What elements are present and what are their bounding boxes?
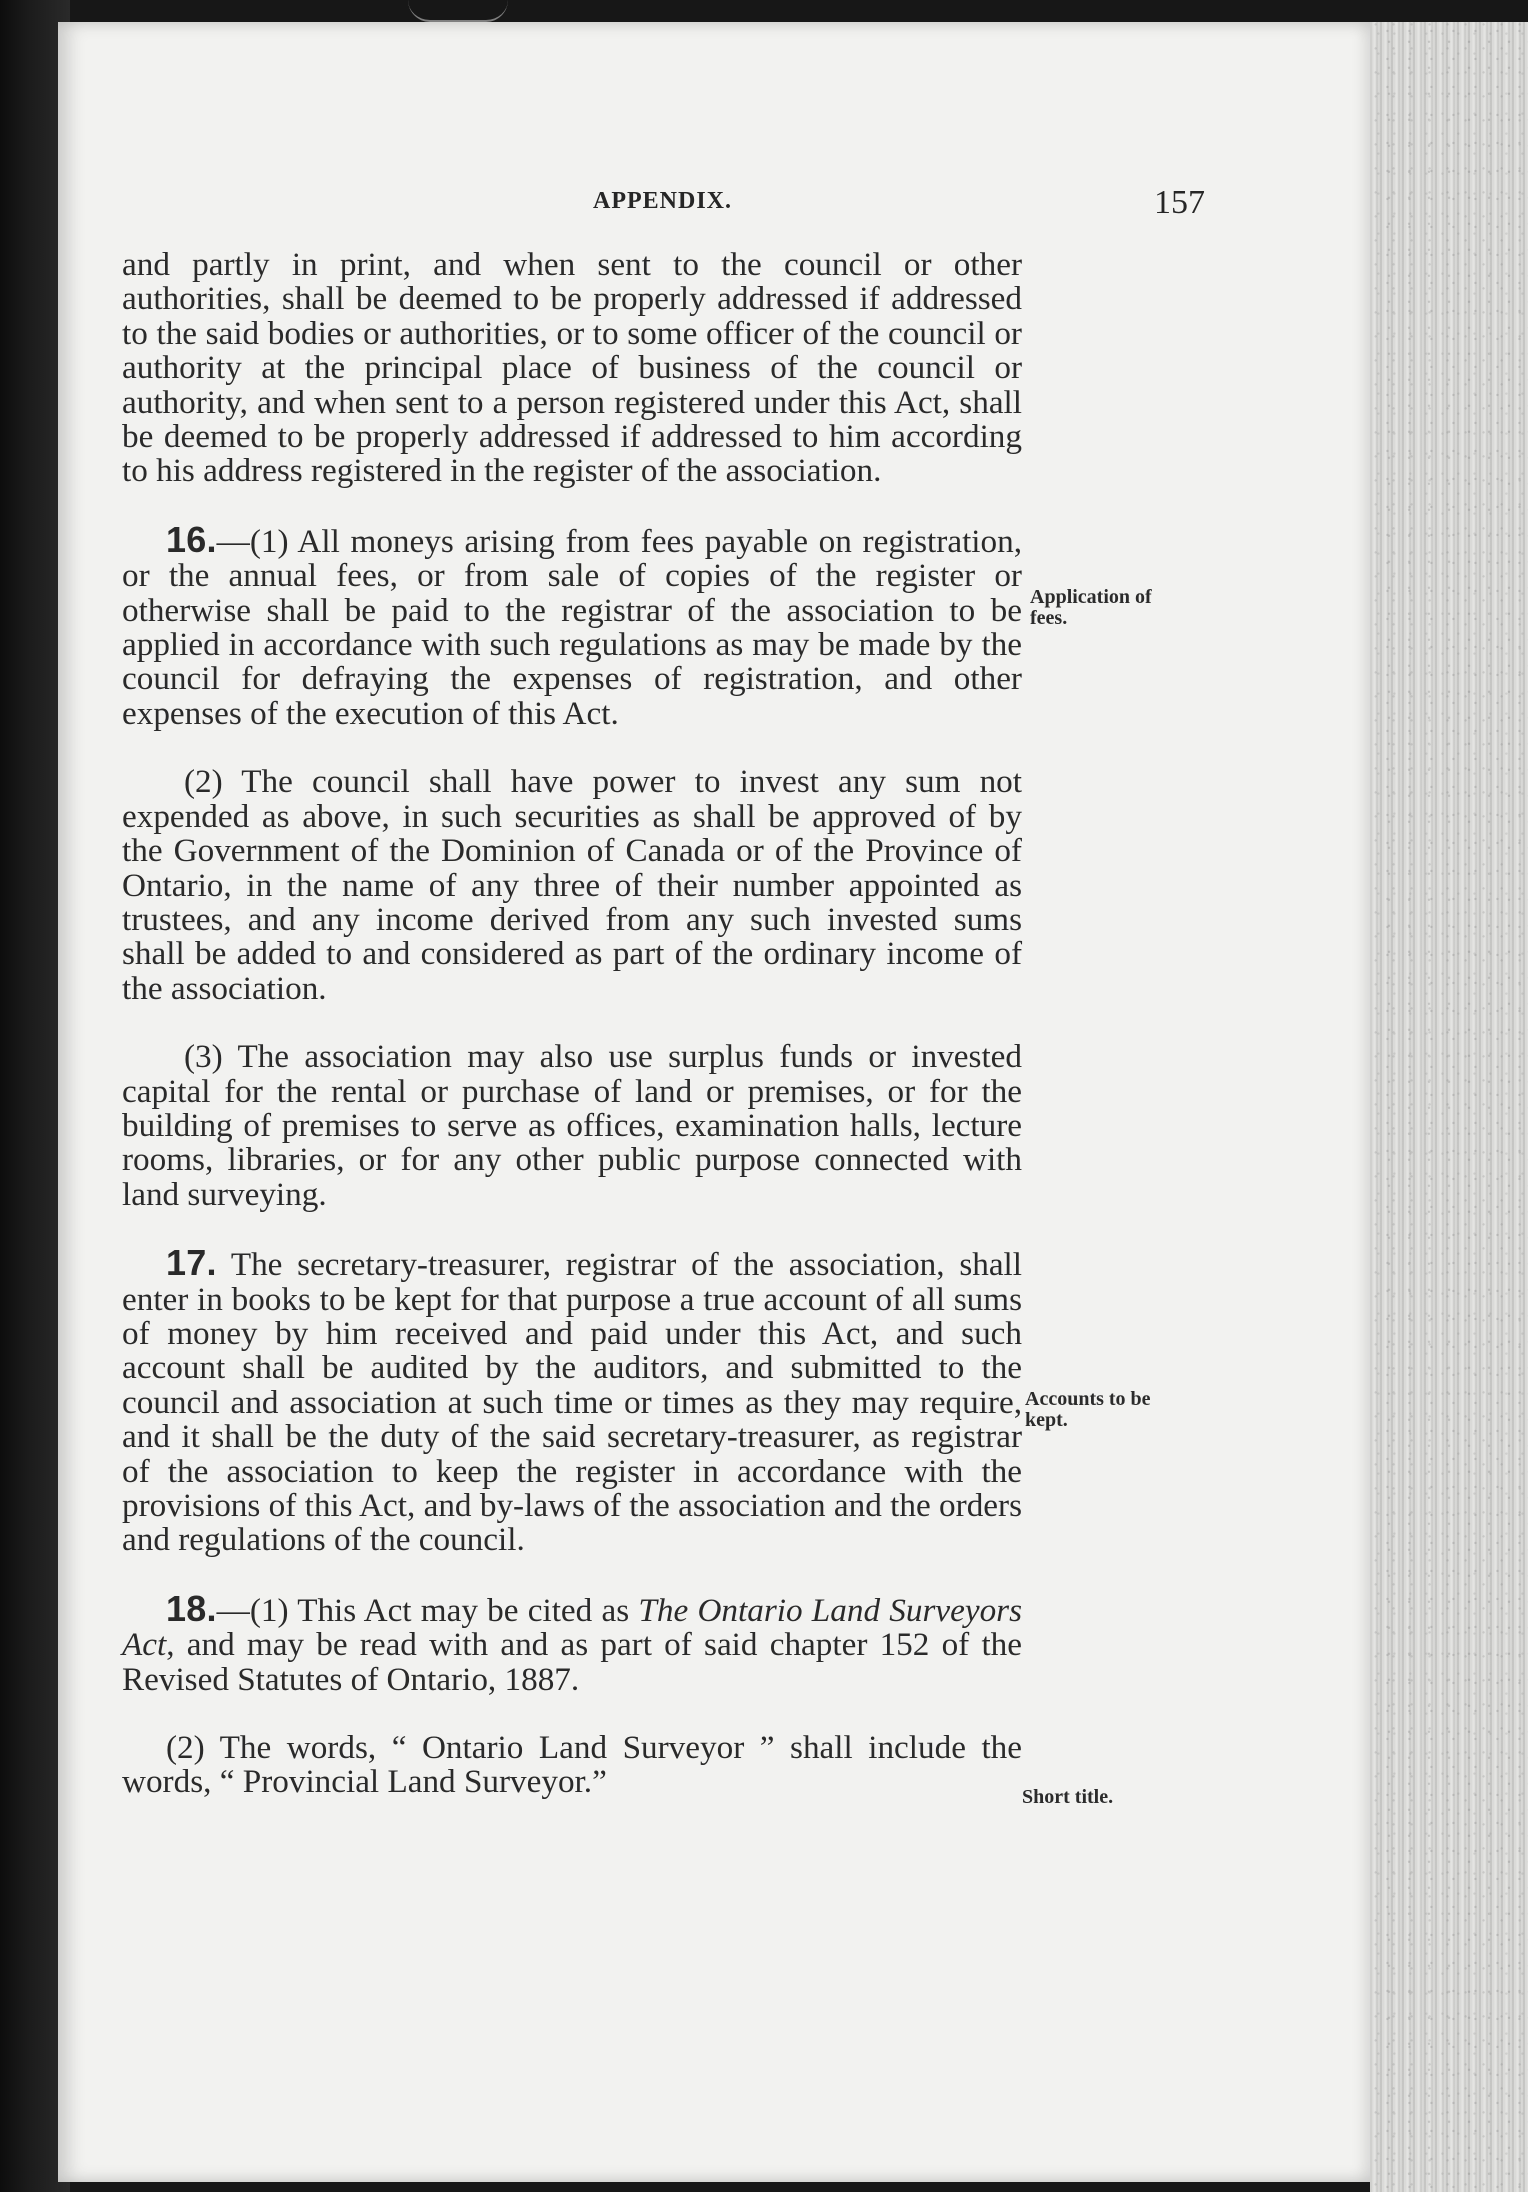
section-16-number: 16. xyxy=(166,518,217,560)
right-page-edges xyxy=(1370,22,1528,2192)
paragraph-1: and partly in print, and when sent to the council or other authorities, shall be deemed to be properly addressed if addressed to the said bodies or authorities, or to some officer of the council or authority at the principal place of business of the council or authority, and when sent to a person registered under this Act, shall be deemed to be properly addressed if addressed to him according to his address registered in the register of the association. xyxy=(122,246,1022,490)
page-header xyxy=(0,184,1528,228)
section-16-subsection-3: (3) The association may also use surplus funds or invested capital for the rental or purchase of land or premises, or for the building of premises to serve as offices, examination halls, lecture rooms, libraries, or for any other public purpose connected with land surveying. xyxy=(122,1038,1022,1213)
section-16-paragraph xyxy=(122,518,1022,732)
section-16-subsection-2: (2) The council shall have power to invest any sum not expended as above, in such securities as shall be approved of by the Government of the Dominion of Canada or of the Province of Ontario, in the name of any three of their number appointed as trustees, and any income derived from any such invested sums shall be added to and considered as part of the ordinary income of the association. xyxy=(122,763,1022,1007)
page-number: 157 xyxy=(1154,184,1205,221)
section-18-paragraph xyxy=(122,1587,1023,1698)
section-18-number: 18. xyxy=(166,1587,217,1629)
section-18-suffix: , and may be read with and as part of said chapter 152 of the Revised Statutes of Ontario, 1887. xyxy=(122,1626,1022,1698)
section-17-text: The secretary-treasurer, registrar of the association, shall enter in books to be kept for that purpose a true account of all sums of money by him received and paid under this Act, and such account shall be audited by the auditors, and submitted to the council and association at such time or times as they may require, and it shall be the duty of the said secretary-treasurer, as registrar of the association to keep the register in accordance with the provisions of this Act, and by-laws of the association and the orders and regulations of the council. xyxy=(122,1246,1022,1559)
section-17-number: 17. xyxy=(166,1242,217,1284)
page-edge-speckles xyxy=(1372,22,1528,2192)
main-text-column xyxy=(122,248,1022,1834)
section-18-prefix: —(1) This Act may be cited as xyxy=(216,1591,639,1629)
section-17-paragraph xyxy=(122,1242,1022,1559)
margin-note-application-of-fees: Application of fees. xyxy=(1030,586,1152,629)
section-16-text: —(1) All moneys arising from fees payable on registration, or the annual fees, or from sale of copies of the register or otherwise shall be paid to the registrar of the association to be applied in accordance with such regulations as may be made by the council for defraying the expenses of registration, and other expenses of the execution of this Act. xyxy=(122,522,1022,732)
section-18-italic-title: The Ontario Land Surveyors Act xyxy=(122,1591,1023,1664)
section-18-subsection-2: (2) The words, “ Ontario Land Surveyor ” shall include the words, “ Provincial Land Surveyor.” xyxy=(122,1729,1022,1801)
top-scan-scratch xyxy=(408,0,508,22)
running-head: APPENDIX. xyxy=(593,188,732,214)
margin-note-accounts-to-be-kept: Accounts to be kept. xyxy=(1025,1388,1151,1431)
margin-note-short-title: Short title. xyxy=(1022,1786,1114,1808)
